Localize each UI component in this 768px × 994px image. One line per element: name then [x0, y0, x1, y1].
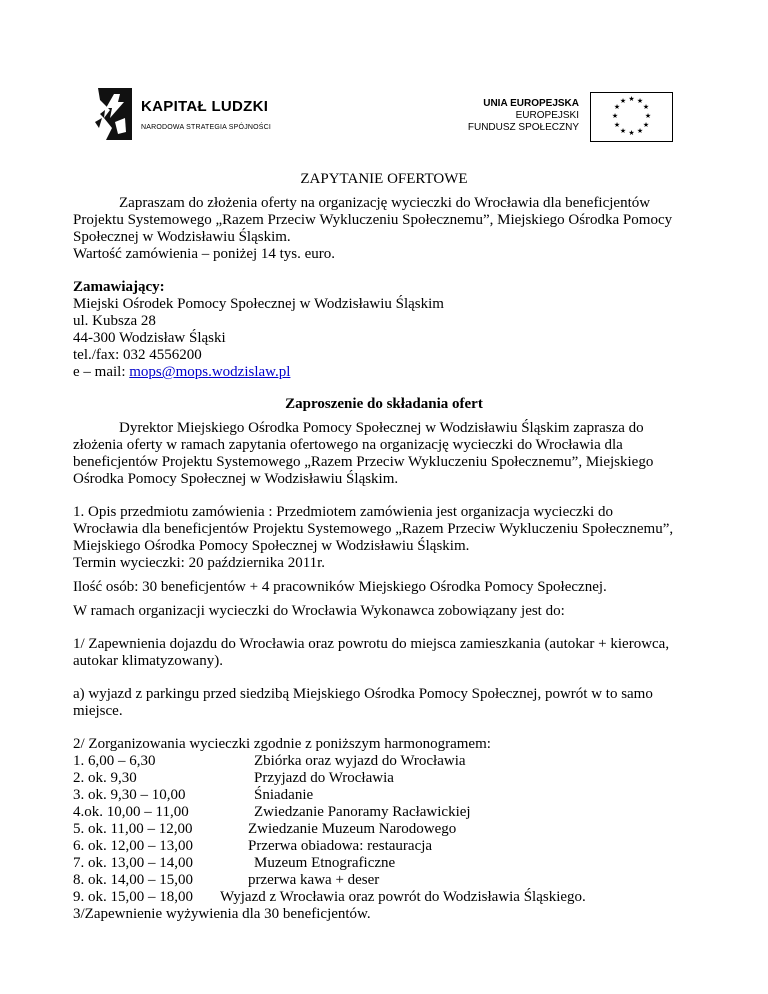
schedule-row: [73, 889, 586, 906]
kapital-ludzki-title: KAPITAŁ LUDZKI: [141, 98, 269, 115]
section1-line-4: Termin wycieczki: 20 października 2011r.: [73, 555, 326, 571]
schedule-activity: Przyjazd do Wrocławia: [254, 770, 394, 786]
eu-flag-icon: [590, 92, 673, 142]
schedule-row: [73, 804, 471, 821]
eu-line-3: FUNDUSZ SPOŁECZNY: [467, 122, 579, 133]
contractor-email-line: [73, 364, 290, 381]
intro-line-4: Wartość zamówienia – poniżej 14 tys. euro.: [73, 246, 336, 262]
point-a-line-1: a) wyjazd z parkingu przed siedzibą Miejskiego Ośrodka Pomocy Społecznej, powrót w to samo: [73, 686, 653, 702]
schedule-activity: Zbiórka oraz wyjazd do Wrocławia: [254, 753, 466, 769]
schedule-time: 6. ok. 12,00 – 13,00: [73, 838, 193, 854]
section1-line-2: Wrocławia dla beneficjentów Projektu Systemowego „Razem Przeciw Wykluczeniu Społecznemu”,: [73, 521, 674, 537]
point3-line: 3/Zapewnienie wyżywienia dla 30 beneficjentów.: [73, 906, 371, 922]
schedule-row: [73, 838, 433, 855]
kapital-ludzki-logo: [92, 88, 272, 140]
schedule-time: 2. ok. 9,30: [73, 770, 137, 786]
section1-line-1: 1. Opis przedmiotu zamówienia : Przedmiotem zamówienia jest organizacja wycieczki do: [73, 504, 613, 520]
email-link[interactable]: mops@mops.wodzislaw.pl: [129, 364, 291, 380]
contractor-heading: Zamawiający:: [73, 279, 165, 295]
svg-text:★: ★: [642, 121, 650, 129]
schedule-time: 4.ok. 10,00 – 11,00: [73, 804, 189, 820]
point1-line-2: autokar klimatyzowany).: [73, 653, 223, 669]
persons-line: Ilość osób: 30 beneficjentów + 4 pracowników Miejskiego Ośrodka Pomocy Społecznej.: [73, 579, 607, 595]
schedule-activity: Zwiedzanie Panoramy Racławickiej: [254, 804, 471, 820]
svg-text:★: ★: [642, 103, 650, 111]
schedule-row: [73, 770, 394, 787]
schedule-time: 3. ok. 9,30 – 10,00: [73, 787, 186, 803]
point-a-line-2: miejsce.: [73, 703, 123, 719]
svg-text:★: ★: [613, 121, 621, 129]
schedule-time: 1. 6,00 – 6,30: [73, 753, 156, 769]
svg-text:★: ★: [636, 127, 644, 135]
intro-line-2: Projektu Systemowego „Razem Przeciw Wykluczeniu Społecznemu”, Miejskiego Ośrodka Pomocy: [73, 212, 673, 228]
svg-text:★: ★: [636, 97, 644, 105]
point2-heading: 2/ Zorganizowania wycieczki zgodnie z poniższym harmonogramem:: [73, 736, 491, 752]
schedule-row: [73, 872, 380, 889]
section1-line-3: Miejskiego Ośrodka Pomocy Społecznej w Wodzisławiu Śląskim.: [73, 538, 470, 554]
invitation-line-2: złożenia oferty w ramach zapytania ofertowego na organizację wycieczki do Wrocławia dla: [73, 437, 623, 453]
page-title: ZAPYTANIE OFERTOWE: [300, 171, 468, 187]
intro-line-3: Społecznej w Wodzisławiu Śląskim.: [73, 229, 291, 245]
contractor-street: ul. Kubsza 28: [73, 313, 156, 329]
email-label: e – mail:: [73, 364, 130, 380]
schedule-activity: Przerwa obiadowa: restauracja: [248, 838, 433, 854]
point1-line-1: 1/ Zapewnienia dojazdu do Wrocławia oraz powrotu do miejsca zamieszkania (autokar + kierowca,: [73, 636, 670, 652]
eu-line-2: EUROPEJSKI: [515, 110, 579, 121]
kapital-ludzki-emblem-icon: [92, 88, 136, 140]
obligations-intro: W ramach organizacji wycieczki do Wrocławia Wykonawca zobowiązany jest do:: [73, 603, 565, 619]
contractor-city: 44-300 Wodzisław Śląski: [73, 330, 226, 346]
invitation-heading: Zaproszenie do składania ofert: [285, 396, 483, 412]
eu-line-1: UNIA EUROPEJSKA: [483, 98, 579, 109]
schedule-row: [73, 855, 396, 872]
svg-text:★: ★: [628, 95, 635, 103]
schedule-row: [73, 821, 457, 838]
invitation-line-3: beneficjentów Projektu Systemowego „Razem Przeciw Wykluczeniu Społecznemu”, Miejskiego: [73, 454, 654, 470]
contractor-name: Miejski Ośrodek Pomocy Społecznej w Wodzisławiu Śląskim: [73, 296, 444, 312]
invitation-line-4: Ośrodka Pomocy Społecznej w Wodzisławiu Śląskim.: [73, 471, 399, 487]
schedule-activity: Zwiedzanie Muzeum Narodowego: [248, 821, 457, 837]
schedule-activity: Wyjazd z Wrocławia oraz powrót do Wodzisławia Śląskiego.: [220, 889, 586, 905]
schedule-activity: przerwa kawa + deser: [248, 872, 380, 888]
svg-text:★: ★: [644, 112, 652, 120]
intro-line-1: Zapraszam do złożenia oferty na organizację wycieczki do Wrocławia dla beneficjentów: [119, 195, 651, 211]
schedule-activity: Śniadanie: [254, 787, 314, 803]
invitation-line-1: Dyrektor Miejskiego Ośrodka Pomocy Społecznej w Wodzisławiu Śląskim zaprasza do: [119, 420, 644, 436]
schedule-activity: Muzeum Etnograficzne: [254, 855, 396, 871]
schedule-time: 5. ok. 11,00 – 12,00: [73, 821, 193, 837]
schedule-time: 7. ok. 13,00 – 14,00: [73, 855, 193, 871]
schedule-row: [73, 753, 466, 770]
svg-text:★: ★: [613, 103, 621, 111]
contractor-phone: tel./fax: 032 4556200: [73, 347, 202, 363]
svg-text:★: ★: [628, 129, 635, 137]
svg-text:★: ★: [611, 112, 619, 120]
schedule-time: 9. ok. 15,00 – 18,00: [73, 889, 193, 905]
kapital-ludzki-subtitle: NARODOWA STRATEGIA SPÓJNOŚCI: [141, 124, 272, 131]
schedule-time: 8. ok. 14,00 – 15,00: [73, 872, 193, 888]
svg-text:★: ★: [619, 97, 627, 105]
schedule-row: [73, 787, 314, 804]
eu-logo: [467, 92, 675, 142]
svg-text:★: ★: [619, 127, 627, 135]
